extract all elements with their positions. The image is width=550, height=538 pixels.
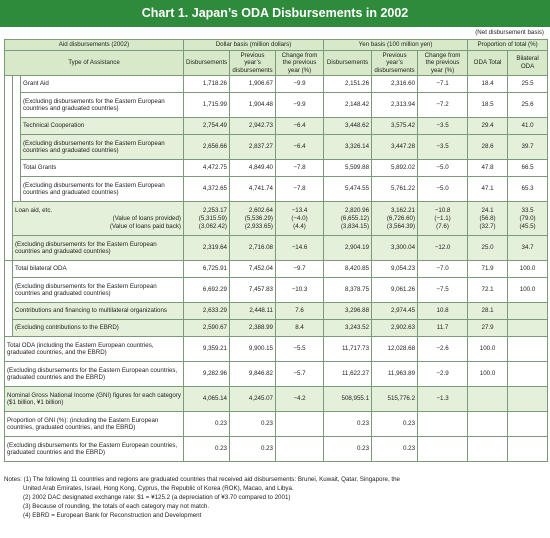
header-aid-group: Aid disbursements (2002) [5, 40, 184, 51]
cell: 9,846.82 [230, 362, 276, 387]
cell: −5.0 [418, 177, 468, 202]
cell: 100.0 [468, 362, 508, 387]
table-row [5, 135, 548, 160]
cell: 2,656.66 [184, 135, 230, 160]
table-row [5, 76, 548, 93]
table-row [5, 236, 548, 261]
cell: 2,820.96 (6,655.12) (3,834.15) [324, 202, 372, 236]
row-label: (Excluding contributions to the EBRD) [13, 320, 184, 337]
cell [508, 337, 548, 362]
cell: 0.23 [324, 412, 372, 437]
cell: −10.3 [276, 278, 324, 303]
cell: 11,963.89 [372, 362, 418, 387]
cell [468, 412, 508, 437]
cell: −7.1 [418, 76, 468, 93]
header-dollar-group: Dollar basis (million dollars) [184, 40, 324, 51]
cell: 0.23 [372, 437, 418, 462]
cell: 34.7 [508, 236, 548, 261]
cell: 3,296.88 [324, 303, 372, 320]
header-change-yen: Change from the previous year (%) [418, 50, 468, 76]
cell: 8.4 [276, 320, 324, 337]
row-label: (Excluding disbursements for the Eastern European countries and graduated countries) [13, 236, 184, 261]
cell: −5.5 [276, 337, 324, 362]
header-change: Change from the previous year (%) [276, 50, 324, 76]
cell: 7.6 [276, 303, 324, 320]
cell: 11,622.27 [324, 362, 372, 387]
cell: 2,904.19 [324, 236, 372, 261]
cell: 5,761.22 [372, 177, 418, 202]
cell [468, 437, 508, 462]
note-3: (3) Because of rounding, the totals of each category may not match. [23, 502, 210, 510]
cell [276, 437, 324, 462]
cell: 66.5 [508, 160, 548, 177]
note-4: (4) EBRD = European Bank for Reconstruction and Development [23, 511, 202, 519]
cell: 0.23 [184, 437, 230, 462]
cell: 2,316.60 [372, 76, 418, 93]
cell [468, 387, 508, 412]
table-row [5, 177, 548, 202]
cell: 5,599.88 [324, 160, 372, 177]
cell: 2,754.49 [184, 118, 230, 135]
cell: 2,151.26 [324, 76, 372, 93]
cell: −3.5 [418, 118, 468, 135]
cell [508, 387, 548, 412]
cell: −2.6 [418, 337, 468, 362]
cell: −9.9 [276, 76, 324, 93]
cell: −5.0 [418, 160, 468, 177]
cell: 25.6 [508, 93, 548, 118]
cell: 0.23 [230, 437, 276, 462]
row-label: (Excluding disbursements for the Eastern European countries and graduated countries) [21, 93, 184, 118]
cell: −2.9 [418, 362, 468, 387]
cell: −7.8 [276, 177, 324, 202]
loans-provided-label: (Value of loans provided) [112, 214, 181, 222]
cell: 3,162.21 (6,726.60) (3,564.39) [372, 202, 418, 236]
unit-note: (Net disbursement basis) [475, 29, 544, 36]
cell: 18.4 [468, 76, 508, 93]
cell: −9.7 [276, 261, 324, 278]
cell: −9.9 [276, 93, 324, 118]
note-2: (2) 2002 DAC designated exchange rate: $1 = ¥125.2 (a depreciation of ¥3.70 compared to 2001) [23, 493, 291, 501]
cell: 1,715.99 [184, 93, 230, 118]
cell: 100.0 [468, 337, 508, 362]
table-row [5, 160, 548, 177]
cell: 2,448.11 [230, 303, 276, 320]
cell: 2,313.94 [372, 93, 418, 118]
cell: 0.23 [372, 412, 418, 437]
cell [508, 412, 548, 437]
cell [508, 437, 548, 462]
cell: −6.4 [276, 135, 324, 160]
cell: 4,849.40 [230, 160, 276, 177]
cell: 1,906.67 [230, 76, 276, 93]
cell: 4,372.65 [184, 177, 230, 202]
cell: 3,448.62 [324, 118, 372, 135]
table-row [5, 202, 548, 236]
cell: 7,452.04 [230, 261, 276, 278]
cell: 28.1 [468, 303, 508, 320]
cell: 0.23 [324, 437, 372, 462]
header-previous-year: Previous year’s disbursements [230, 50, 276, 76]
cell: −4.2 [276, 387, 324, 412]
cell: −6.4 [276, 118, 324, 135]
row-label: (Excluding disbursements for the Eastern European countries, graduated countries and the EBRD) [5, 437, 184, 462]
table-row [5, 337, 548, 362]
cell [418, 412, 468, 437]
cell: −3.5 [418, 135, 468, 160]
cell [508, 362, 548, 387]
cell: 9,061.26 [372, 278, 418, 303]
row-label: Nominal Gross National Income (GNI) figures for each category ($1 billion, ¥1 billion) [5, 387, 184, 412]
note-1-cont: United Arab Emirates, Israel, Hong Kong, Cyprus, the Republic of Korea (ROK), Macao, and Libya. [23, 484, 294, 492]
cell: 8,420.85 [324, 261, 372, 278]
notes [4, 476, 544, 521]
header-bilateral-oda: Bilateral ODA [508, 50, 548, 76]
cell: 100.0 [508, 278, 548, 303]
table-row [5, 387, 548, 412]
header-row-groups [5, 40, 548, 51]
cell: 9,900.15 [230, 337, 276, 362]
cell: 18.5 [468, 93, 508, 118]
table-row [5, 303, 548, 320]
cell: 4,472.75 [184, 160, 230, 177]
cell: 2,388.99 [230, 320, 276, 337]
cell: 3,300.04 [372, 236, 418, 261]
header-type: Type of Assistance [5, 50, 184, 76]
cell [418, 437, 468, 462]
cell: 508,955.1 [324, 387, 372, 412]
table-row [5, 118, 548, 135]
table-row [5, 261, 548, 278]
cell: 65.3 [508, 177, 548, 202]
row-label: (Excluding disbursements for the Eastern European countries and graduated countries) [21, 177, 184, 202]
cell: −1.3 [418, 387, 468, 412]
cell: −12.0 [418, 236, 468, 261]
cell: 2,902.63 [372, 320, 418, 337]
cell: 2,253.17 (5,315.59) (3,062.42) [184, 202, 230, 236]
row-label: Total ODA (including the Eastern European countries, graduated countries, and the EBRD) [5, 337, 184, 362]
table-row [5, 437, 548, 462]
header-previous-year-yen: Previous year’s disbursements [372, 50, 418, 76]
cell: −14.6 [276, 236, 324, 261]
cell: 5,892.02 [372, 160, 418, 177]
cell: 11,717.73 [324, 337, 372, 362]
cell: 515,776.2 [372, 387, 418, 412]
cell: −7.0 [418, 261, 468, 278]
chart-title: Chart 1. Japan’s ODA Disbursements in 2002 [0, 0, 550, 27]
cell: 2,319.64 [184, 236, 230, 261]
cell: 2,837.27 [230, 135, 276, 160]
cell: −7.2 [418, 93, 468, 118]
cell: 1,904.48 [230, 93, 276, 118]
header-disbursements-yen: Disbursements [324, 50, 372, 76]
row-label [13, 202, 184, 236]
cell: 71.9 [468, 261, 508, 278]
cell [508, 320, 548, 337]
row-label: Total Grants [21, 160, 184, 177]
cell: 2,148.42 [324, 93, 372, 118]
cell: 27.9 [468, 320, 508, 337]
row-label: Total bilateral ODA [13, 261, 184, 278]
cell: 9,054.23 [372, 261, 418, 278]
oda-table [4, 39, 548, 462]
row-label: Technical Cooperation [21, 118, 184, 135]
cell: 47.1 [468, 177, 508, 202]
cell: 5,474.55 [324, 177, 372, 202]
cell [276, 412, 324, 437]
cell: 4,245.07 [230, 387, 276, 412]
cell: 47.8 [468, 160, 508, 177]
cell: 0.23 [230, 412, 276, 437]
cell: 41.0 [508, 118, 548, 135]
table-row [5, 93, 548, 118]
cell: −5.7 [276, 362, 324, 387]
row-label: Contributions and financing to multilateral organizations [13, 303, 184, 320]
row-label: Proportion of GNI (%): (including the Eastern European countries, graduated countries, and the EBRD) [5, 412, 184, 437]
cell: 39.7 [508, 135, 548, 160]
table-row [5, 320, 548, 337]
cell: 4,741.74 [230, 177, 276, 202]
cell: 6,692.29 [184, 278, 230, 303]
cell: 3,447.28 [372, 135, 418, 160]
cell: 100.0 [508, 261, 548, 278]
cell [508, 303, 548, 320]
cell: −10.8 (−1.1) (7.6) [418, 202, 468, 236]
cell: 10.8 [418, 303, 468, 320]
note-1: Notes: (1) The following 11 countries and regions are graduated countries that received aid disbursements: Brunei, Kuwait, Qatar, Singapore, the [4, 476, 400, 483]
cell: 9,359.21 [184, 337, 230, 362]
header-row-columns [5, 50, 548, 76]
cell: 2,633.29 [184, 303, 230, 320]
cell: 8,378.75 [324, 278, 372, 303]
cell: 2,716.08 [230, 236, 276, 261]
row-label: (Excluding disbursements for the Eastern European countries and graduated countries) [21, 135, 184, 160]
table-row [5, 362, 548, 387]
cell: 1,718.26 [184, 76, 230, 93]
cell: 6,725.91 [184, 261, 230, 278]
cell: 29.4 [468, 118, 508, 135]
cell: 28.6 [468, 135, 508, 160]
cell: −13.4 (−4.0) (4.4) [276, 202, 324, 236]
cell: 2,974.45 [372, 303, 418, 320]
header-oda-total: ODA Total [468, 50, 508, 76]
cell: 25.0 [468, 236, 508, 261]
cell: 24.1 (56.8) (32.7) [468, 202, 508, 236]
cell: −7.5 [418, 278, 468, 303]
cell: 72.1 [468, 278, 508, 303]
cell: 9,282.96 [184, 362, 230, 387]
row-label: (Excluding disbursements for the Eastern European countries, graduated countries and the EBRD) [5, 362, 184, 387]
cell: −7.8 [276, 160, 324, 177]
cell: 3,243.52 [324, 320, 372, 337]
cell: 3,326.14 [324, 135, 372, 160]
header-yen-group: Yen basis (100 million yen) [324, 40, 468, 51]
cell: 11.7 [418, 320, 468, 337]
cell: 7,457.83 [230, 278, 276, 303]
cell: 25.5 [508, 76, 548, 93]
row-label: (Excluding disbursements for the Eastern European countries and graduated countries) [13, 278, 184, 303]
cell: 4,065.14 [184, 387, 230, 412]
cell: 2,590.67 [184, 320, 230, 337]
cell: 33.5 (79.0) (45.5) [508, 202, 548, 236]
row-label: Grant Aid [21, 76, 184, 93]
header-disbursements: Disbursements [184, 50, 230, 76]
cell: 2,942.73 [230, 118, 276, 135]
cell: 3,575.42 [372, 118, 418, 135]
table-row [5, 278, 548, 303]
loan-aid-label: Loan aid, etc. [15, 207, 53, 215]
cell: 2,602.64 (5,536.29) (2,933.65) [230, 202, 276, 236]
cell: 12,028.68 [372, 337, 418, 362]
cell: 0.23 [184, 412, 230, 437]
header-proportion-group: Proportion of total (%) [468, 40, 548, 51]
loans-paid-back-label: (Value of loans paid back) [109, 222, 181, 230]
table-row [5, 412, 548, 437]
